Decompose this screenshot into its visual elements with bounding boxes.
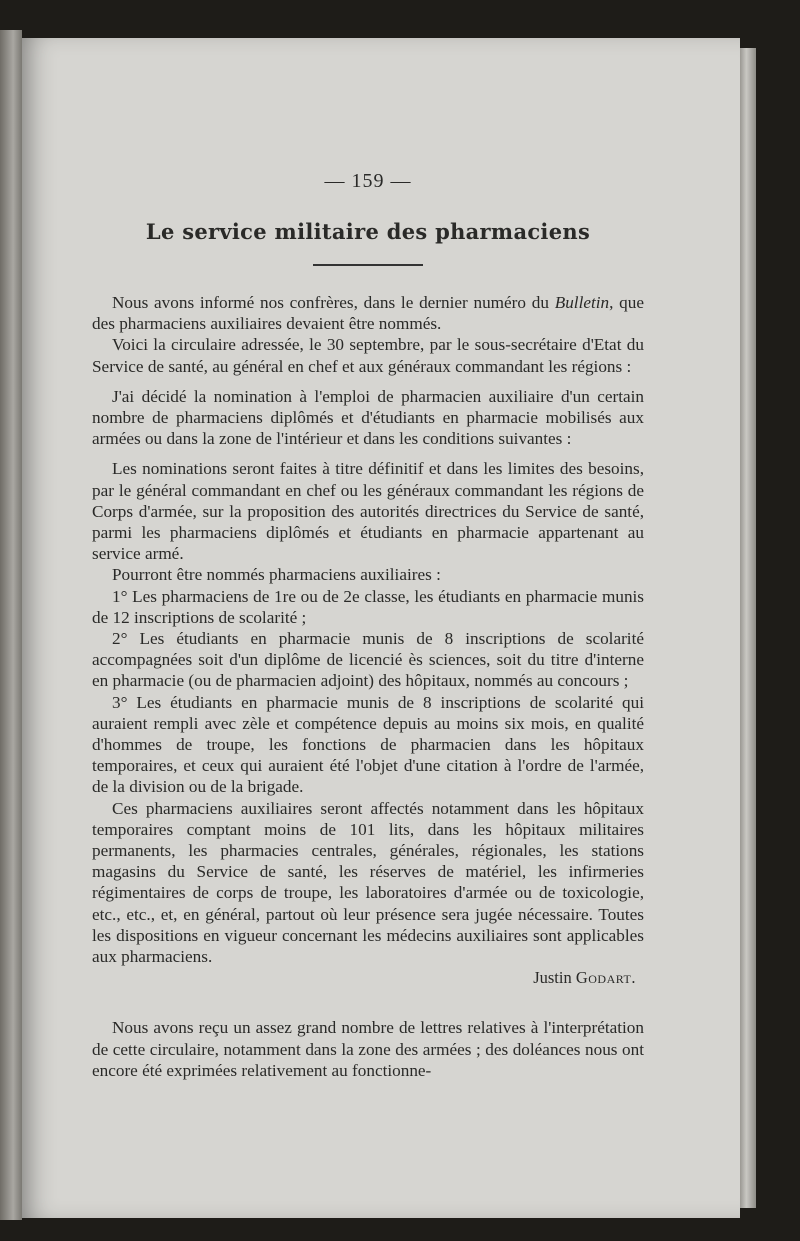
paragraph-letters: Nous avons reçu un assez grand nombre de lettres relatives à l'interprétation de cette circulaire, notamment dans la zone des armées ; des doléances nous ont encore été exprimées relativement au fonctionne- (92, 1018, 644, 1080)
right-page-edge (740, 48, 756, 1208)
spacer (92, 989, 644, 1017)
paragraph-intro-text-a: Nous avons informé nos confrères, dans le dernier numéro du (112, 293, 555, 312)
paragraph-item-2: 2° Les étudiants en pharmacie munis de 8 inscriptions de scolarité accompagnées soit d'un diplôme de licencié ès sciences, soit du titre d'interne en pharmacie (ou de pharmacien adjoint) des hôpitaux, nommés au concours ; (92, 629, 644, 691)
paragraph-intro-italic: Bulletin (554, 293, 610, 312)
signature-last-name: Godart. (575, 968, 636, 988)
article-title: Le service militaire des pharmaciens (145, 219, 591, 244)
paragraph-assignment: Ces pharmaciens auxiliaires seront affectés notamment dans les hôpitaux temporaires comptant moins de 101 lits, dans les hôpitaux militaires permanents, les pharmacies centrales, générales, régionales, les stations magasins du Service de santé, les réserves de matériel, les infirmeries régimentaires de corps de troupe, les laboratoires d'armée ou de toxicologie, etc., etc., et, en général, partout où leur présence sera jugée nécessaire. Toutes les dispositions en vigueur concernant les médecins auxiliaires sont applicables aux pharmaciens. (92, 798, 644, 967)
paragraph-intro (92, 292, 644, 334)
paragraph-eligibility: Pourront être nommés pharmaciens auxiliaires : (112, 565, 441, 585)
title-rule (313, 264, 423, 266)
signature (92, 967, 644, 989)
paragraph-intro-text-b: , que des pharmaciens auxiliaires devaient être nommés. (92, 293, 644, 334)
paragraph-item-1: 1° Les pharmaciens de 1re ou de 2e classe, les étudiants en pharmacie munis de 12 inscriptions de scolarité ; (92, 586, 644, 627)
book-page (22, 38, 740, 1218)
paragraph-nominations: Les nominations seront faites à titre définitif et dans les limites des besoins, par le général commandant en chef ou les généraux commandant les régions de Corps d'armée, sur la proposition des autorités directrices du Service de santé, parmi les pharmaciens diplômés et étudiants en pharmacie appartenant au service armé. (92, 459, 644, 564)
paragraph-decision: J'ai décidé la nomination à l'emploi de pharmacien auxiliaire d'un certain nombre de pharmaciens diplômés et d'étudiants en pharmacie mobilisés aux armées ou dans la zone de l'intérieur et dans les conditions suivantes : (92, 386, 644, 449)
spacer (92, 449, 644, 458)
page-content (92, 170, 644, 1081)
paragraph-circulaire-intro: Voici la circulaire adressée, le 30 septembre, par le sous-secrétaire d'Etat du Service de santé, au général en chef et aux généraux commandant les régions : (92, 335, 644, 376)
signature-first-name: Justin (533, 968, 572, 988)
page-number: — 159 — (324, 170, 412, 192)
spacer (92, 377, 644, 386)
left-page-edge (0, 30, 22, 1220)
paragraph-item-3: 3° Les étudiants en pharmacie munis de 8 inscriptions de scolarité qui auraient rempli avec zèle et compétence depuis au moins six mois, en qualité d'hommes de troupe, les fonctions de pharmacien dans les hôpitaux temporaires, et ceux qui auraient été l'objet d'une citation à l'ordre de l'armée, de la division ou de la brigade. (92, 692, 644, 797)
